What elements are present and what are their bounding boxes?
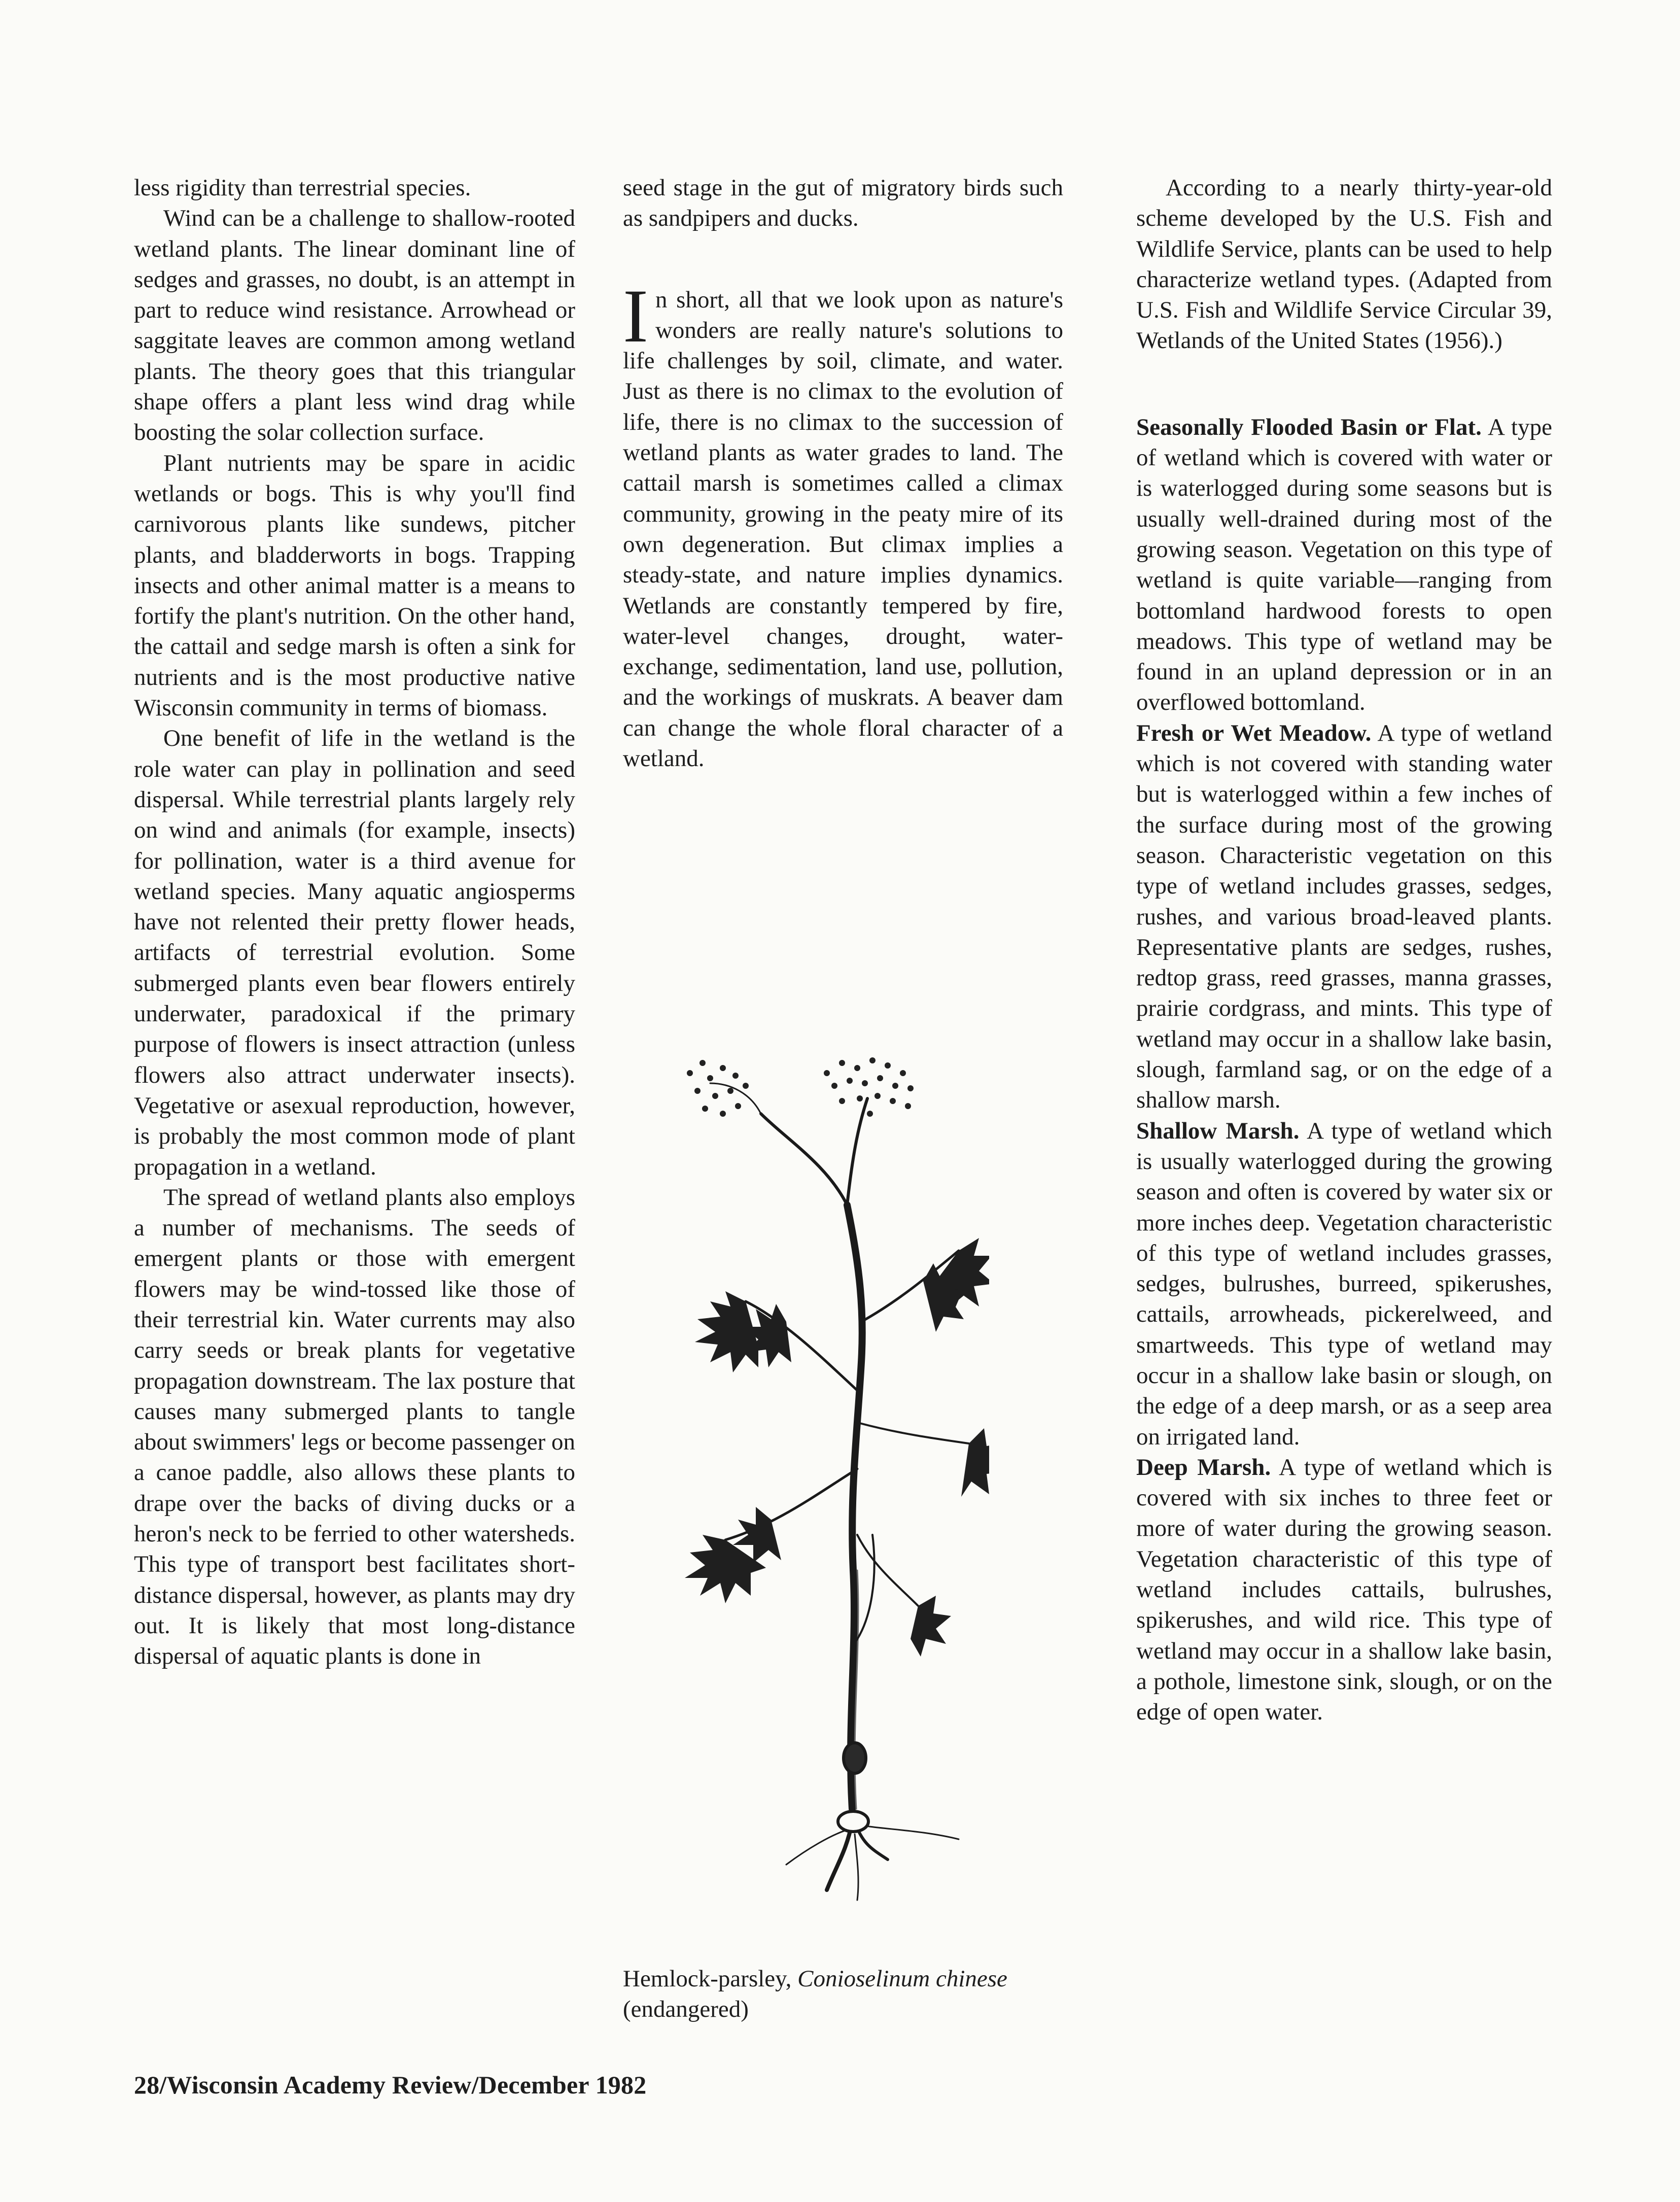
definition-text: A type of wetland which is covered with six inches to three feet or more of water during the growing season. Vegetation characteristic of this type of wetland includes cattails, bulrushes, spikerushes, and wild rice. This type of wetland may occur in a shallow lake basin, a pothole, limestone sink, slough, or on the edge of open water.: [1136, 1454, 1552, 1726]
definition-term: Shallow Marsh.: [1136, 1117, 1300, 1144]
column-2: [623, 173, 1063, 774]
definition-term: Seasonally Flooded Basin or Flat.: [1136, 414, 1482, 440]
definition-text: A type of wetland which is not covered with standing water but is waterlogged within a few inches of the surface during most of the growing season. Characteristic vegetation on this type of wetland includes grasses, sedges, rushes, and various broad-leaved plants. Representative plants are sedges, rushes, redtop grass, reed grasses, manna grasses, prairie cordgrass, and mints. This type of wetland may occur in a shallow lake basin, slough, farmland sag, or on the edge of a shallow marsh.: [1136, 719, 1552, 1114]
paragraph: Plant nutrients may be spare in acidic wetlands or bogs. This is why you'll find carnivorous plants like sundews, pitcher plants, and bladderworts in bogs. Trapping insects and other animal matter is a means to fortify the plant's nutrition. On the other hand, the cattail and sedge marsh is often a sink for nutrients and is the most productive native Wisconsin community in terms of biomass.: [134, 450, 575, 721]
definition-text: A type of wetland which is usually waterlogged during the growing season and often is covered by water six or more inches deep. Vegetation characteristic of this type of wetland includes grasses, sedges, bulrushes, burreed, spikerushes, cattails, arrowheads, pickerelweed, and smartweeds. This type of wetland may occur in a shallow lake basin or slough, on the edge of a deep marsh, or as a seep area on irrigated land.: [1136, 1117, 1552, 1450]
definition-term: Fresh or Wet Meadow.: [1136, 719, 1372, 746]
definition-term: Deep Marsh.: [1136, 1454, 1271, 1481]
column-1: [134, 173, 575, 1672]
paragraph: seed stage in the gut of migratory birds such as sandpipers and ducks.: [623, 175, 1063, 232]
paragraph: According to a nearly thirty-year-old scheme developed by the U.S. Fish and Wildlife Service, plants can be used to help characterize wetland types. (Adapted from U.S. Fish and Wildlife Service Circular 39, Wetlands of the United States (1956).): [1136, 175, 1552, 354]
column-3: [1136, 173, 1552, 1728]
caption-text: Hemlock-parsley,: [623, 1966, 798, 1992]
drop-cap: I: [623, 273, 648, 358]
hemlock-parsley-illustration: [634, 1038, 989, 1966]
paragraph-body: n short, all that we look upon as nature's wonders are really nature's solutions to life challenges by soil, climate, and water. Just as there is no climax to the evolution of life, there is no climax to the succession of wetland plants as water grades to land. The cattail marsh is sometimes called a climax community, growing in the peaty mire of its own degeneration. But climax implies a steady-state, and nature implies dynamics. Wetlands are constantly tempered by fire, water-level changes, drought, water-exchange, sedimentation, land use, pollution, and the workings of muskrats. A beaver dam can change the whole floral character of a wetland.: [623, 286, 1063, 772]
paragraph: One benefit of life in the wetland is the role water can play in pollination and seed dispersal. While terrestrial plants largely rely on wind and animals (for example, insects) for pollination, water is a third avenue for wetland species. Many aquatic angiosperms have not relented their pretty flower heads, artifacts of terrestrial evolution. Some submerged plants even bear flowers entirely underwater, paradoxical if the primary purpose of flowers is insect attraction (unless flowers also attract underwater insects). Vegetative or asexual reproduction, however, is probably the most common mode of plant propagation in a wetland.: [134, 725, 575, 1180]
paragraph: Wind can be a challenge to shallow-rooted wetland plants. The linear dominant line of sedges and grasses, no doubt, is an attempt in part to reduce wind resistance. Arrowhead or saggitate leaves are common among wetland plants. The theory goes that this triangular shape offers a plant less wind drag while boosting the solar collection surface.: [134, 205, 575, 446]
figure-caption: [623, 1964, 1069, 2025]
paragraph: The spread of wetland plants also employs a number of mechanisms. The seeds of emergent plants or those with emergent flowers may be wind-tossed like those of their terrestrial kin. Water currents may also carry seeds or break plants for vegetative propagation downstream. The lax posture that causes many submerged plants to tangle about swimmers' legs or become passenger on a canoe paddle, also allows these plants to drape over the backs of diving ducks or a heron's neck to be ferried to other watersheds. This type of transport best facilitates short-distance dispersal, however, as plants may dry out. It is likely that most long-distance dispersal of aquatic plants is done in: [134, 1184, 575, 1670]
definition-text: A type of wetland which is covered with water or is waterlogged during some seasons but is usually well-drained during most of the growing season. Vegetation on this type of wetland is quite variable—ranging from bottomland hardwood forests to open meadows. This type of wetland may be found in an upland depression or in an overflowed bottomland.: [1136, 414, 1552, 716]
definition-item: [1136, 1452, 1552, 1728]
caption-species: Conioselinum chinese: [797, 1966, 1007, 1992]
caption-text: (endangered): [623, 1996, 749, 2023]
definition-item: [1136, 1116, 1552, 1452]
page-footer: 28/Wisconsin Academy Review/December 1982: [134, 2071, 647, 2099]
definition-item: [1136, 412, 1552, 718]
definition-item: [1136, 718, 1552, 1116]
paragraph: less rigidity than terrestrial species.: [134, 175, 471, 201]
paragraph-dropcap: [623, 273, 1063, 774]
